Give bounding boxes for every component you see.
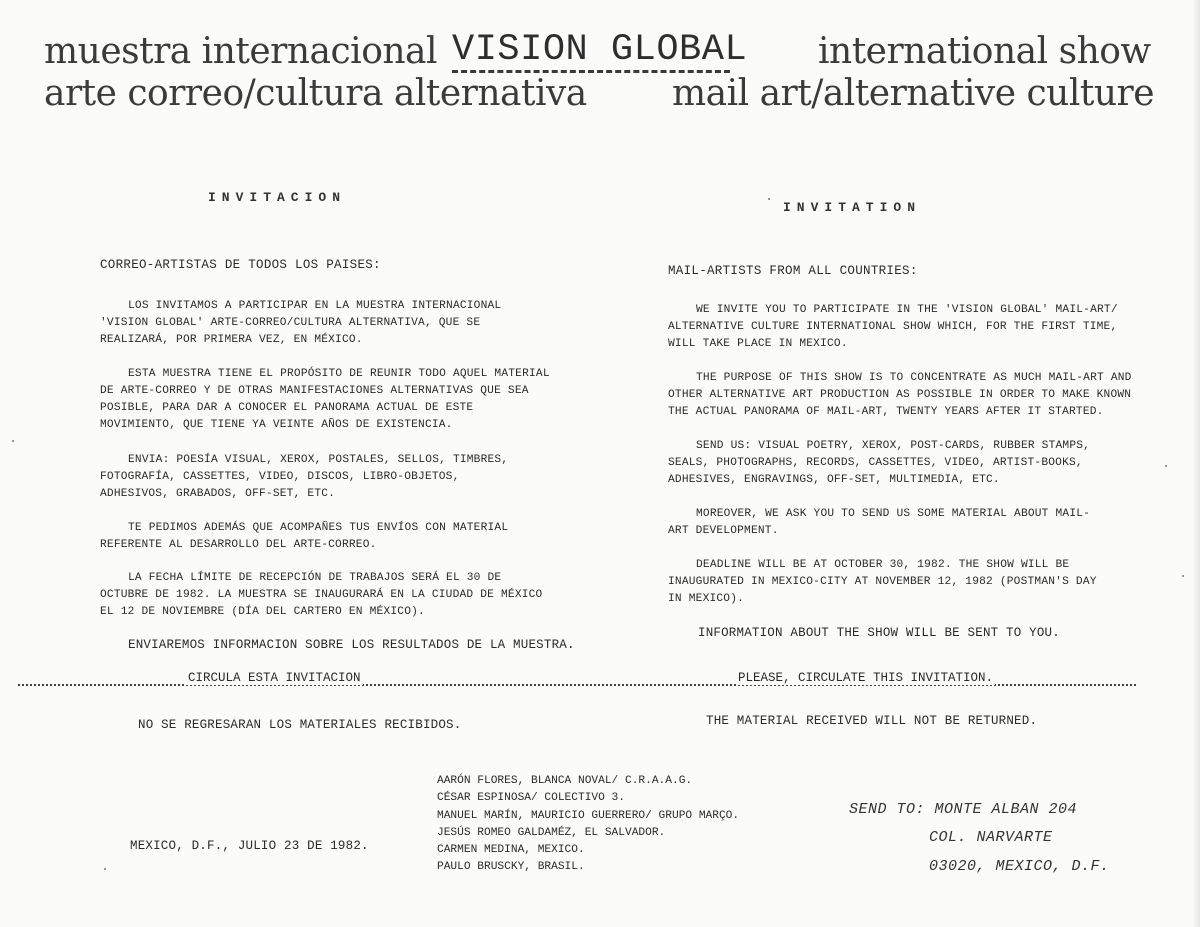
greeting-spanish: CORREO-ARTISTAS DE TODOS LOS PAISES: [100,258,381,272]
organizer-line: PAULO BRUSCKY, BRASIL. [437,861,585,874]
address-line3: 03020, MEXICO, D.F. [929,858,1110,875]
closing-english: INFORMATION ABOUT THE SHOW WILL BE SENT TO YOU. [698,626,1060,640]
organizer-line: AARÓN FLORES, BLANCA NOVAL/ C.R.A.A.G. [437,775,693,787]
paragraph-english-5: DEADLINE WILL BE AT OCTOBER 30, 1982. THE SHOW WILL BE INAUGURATED IN MEXICO-CITY AT NOVEMBER 12, 1982 (POSTMAN'S DAY IN MEXICO). [668,559,1097,605]
header-right-line1: international show [818,31,1151,72]
address-line1: SEND TO: MONTE ALBAN 204 [849,801,1078,818]
not-returned-spanish: NO SE REGRESARAN LOS MATERIALES RECIBIDOS. [138,718,462,732]
scan-speck [768,198,770,200]
closing-spanish: ENVIAREMOS INFORMACION SOBRE LOS RESULTADOS DE LA MUESTRA. [128,638,575,652]
organizer-line: MANUEL MARÍN, MAURICIO GUERRERO/ GRUPO MARÇO. [437,809,740,822]
not-returned-english: THE MATERIAL RECEIVED WILL NOT BE RETURNED. [706,714,1038,728]
heading-english: INVITATION [783,200,922,215]
scan-speck [12,440,14,442]
organizers-list [437,773,739,877]
paragraph-spanish-5: LA FECHA LÍMITE DE RECEPCIÓN DE TRABAJOS SERÁ EL 30 DE OCTUBRE DE 1982. LA MUESTRA SE INAUGURARÁ EN LA CIUDAD DE MÉXICO EL 12 DE NOVIEMBRE (DÍA DEL CARTERO EN MÉXICO). [100,572,543,618]
paragraph-spanish-4: TE PEDIMOS ADEMÁS QUE ACOMPAÑES TUS ENVÍOS CON MATERIAL REFERENTE AL DESARROLLO DEL ARTE-CORREO. [100,522,509,551]
paragraph-spanish-2: ESTA MUESTRA TIENE EL PROPÓSITO DE REUNIR TODO AQUEL MATERIAL DE ARTE-CORREO Y DE OTRAS MANIFESTACIONES ALTERNATIVAS QUE SEA POSIBLE, PARA DAR A CONOCER EL PANORAMA ACTUAL DE ESTE MOVIMIENTO, QUE TIENE YA VEINTE AÑOS DE EXISTENCIA. [100,368,550,431]
paragraph-english-1: WE INVITE YOU TO PARTICIPATE IN THE 'VISION GLOBAL' MAIL-ART/ ALTERNATIVE CULTURE INTERNATIONAL SHOW WHICH, FOR THE FIRST TIME, WILL TAKE PLACE IN MEXICO. [668,304,1118,350]
organizer-line: CÉSAR ESPINOSA/ COLECTIVO 3. [437,792,625,805]
paragraph-english-3: SEND US: VISUAL POETRY, XEROX, POST-CARDS, RUBBER STAMPS, SEALS, PHOTOGRAPHS, RECORDS, CASSETTES, VIDEO, ARTIST-BOOKS, ADHESIVES, ENGRAVINGS, OFF-SET, MULTIMEDIA, ETC. [668,440,1091,486]
header-left-line2: arte correo/cultura alternativa [44,73,587,114]
scan-speck [1165,465,1167,467]
heading-spanish: INVITACION [208,190,347,205]
header-right-line2: mail art/alternative culture [672,73,1155,114]
document-title: VISION GLOBAL [452,29,748,71]
paragraph-english-2: THE PURPOSE OF THIS SHOW IS TO CONCENTRATE AS MUCH MAIL-ART AND OTHER ALTERNATIVE ART PRODUCTION AS POSSIBLE IN ORDER TO MAKE KNOWN THE ACTUAL PANORAMA OF MAIL-ART, TWENTY YEARS AFTER IT STARTED. [668,372,1132,418]
paragraph-spanish-3: ENVIA: POESÍA VISUAL, XEROX, POSTALES, SELLOS, TIMBRES, FOTOGRAFÍA, CASSETTES, VIDEO, DISCOS, LIBRO-OBJETOS, ADHESIVOS, GRABADOS, OFF-SET, ETC. [100,454,509,500]
scan-speck [1182,575,1184,577]
circulate-spanish: CIRCULA ESTA INVITACION [188,671,361,685]
address-line2: COL. NARVARTE [929,829,1053,846]
page-edge-shadow [1192,0,1200,927]
place-date: MEXICO, D.F., JULIO 23 DE 1982. [130,839,369,853]
scan-speck [104,868,106,870]
organizer-line: CARMEN MEDINA, MEXICO. [437,844,585,857]
circulate-english: PLEASE, CIRCULATE THIS INVITATION. [738,671,994,685]
greeting-english: MAIL-ARTISTS FROM ALL COUNTRIES: [668,264,918,278]
organizer-line: JESÚS ROMEO GALDAMÉZ, EL SALVADOR. [437,826,666,839]
paragraph-english-4: MOREOVER, WE ASK YOU TO SEND US SOME MATERIAL ABOUT MAIL-ART DEVELOPMENT. [668,508,1091,537]
header-left-line1: muestra internacional [44,31,438,72]
paragraph-spanish-1: LOS INVITAMOS A PARTICIPAR EN LA MUESTRA INTERNACIONAL 'VISION GLOBAL' ARTE-CORREO/CULTURA ALTERNATIVA, QUE SE REALIZARÁ, POR PRIMERA VEZ, EN MÉXICO. [100,300,502,346]
